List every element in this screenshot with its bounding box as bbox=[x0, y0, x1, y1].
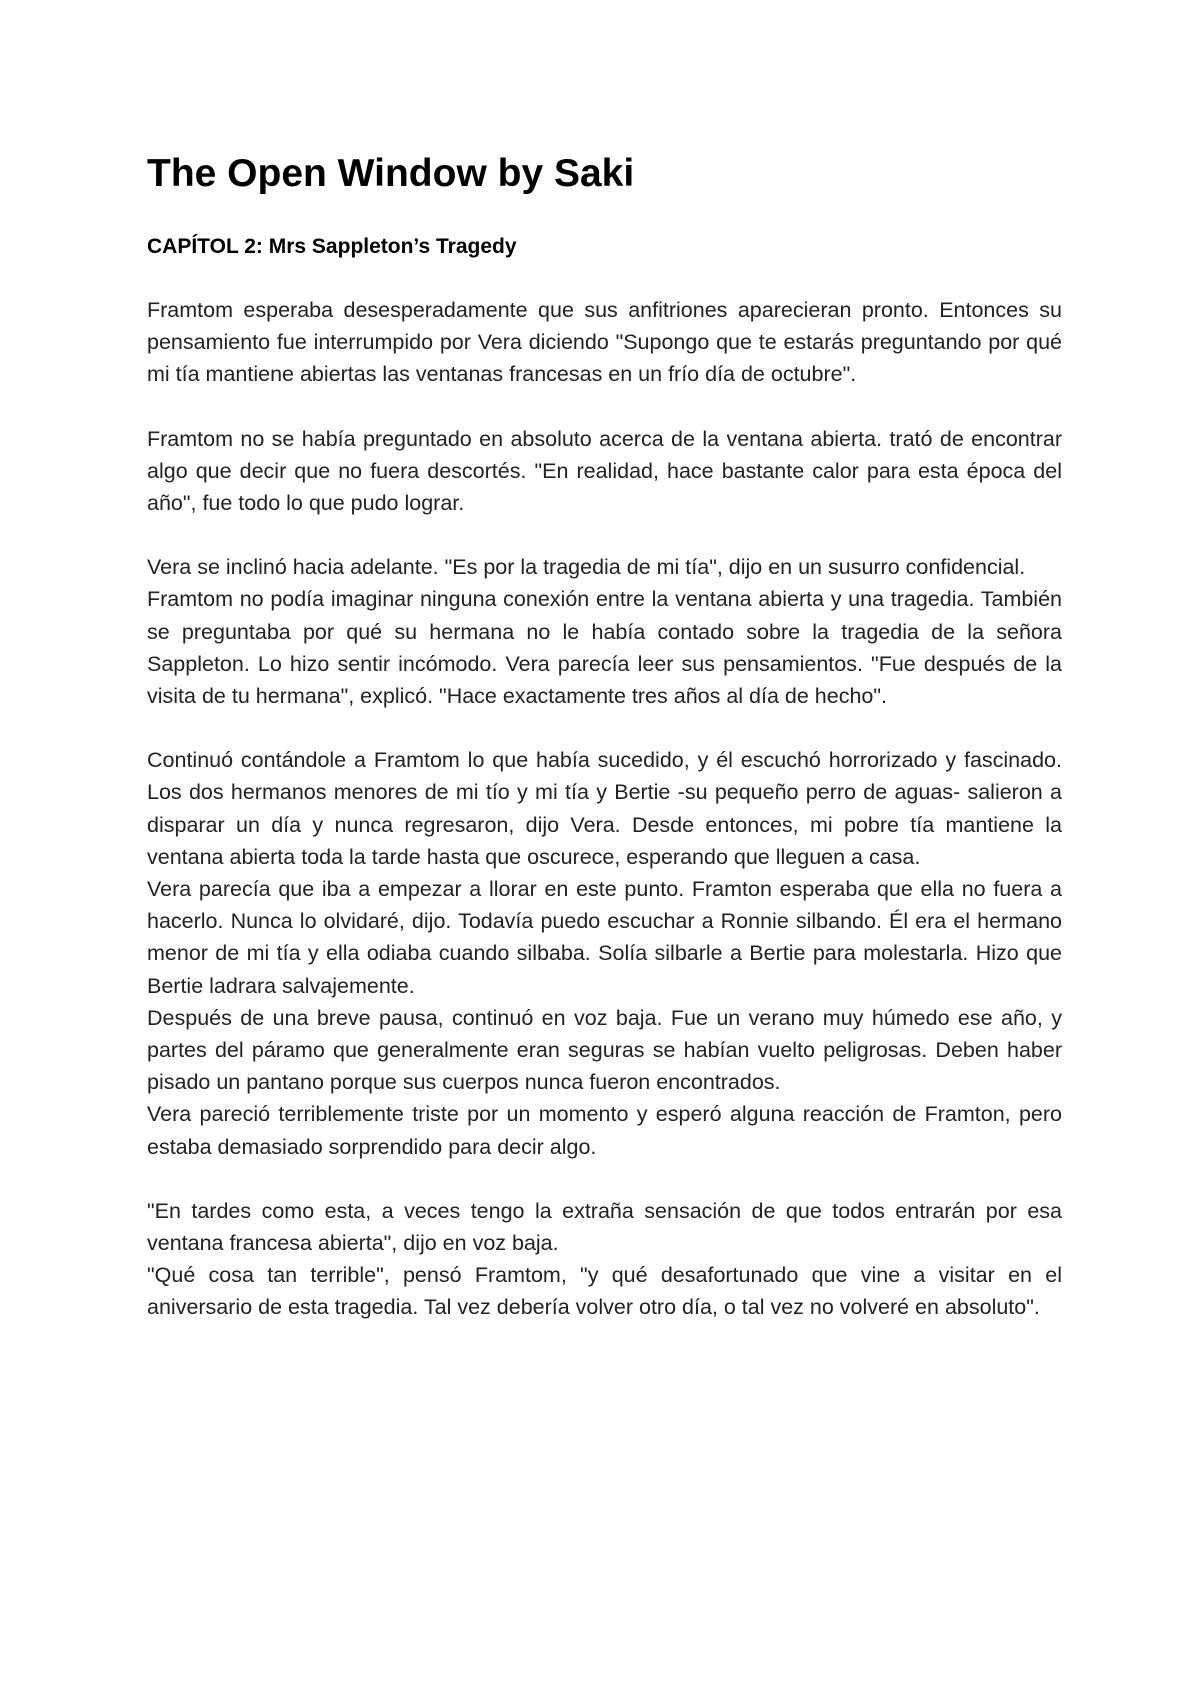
paragraph: Framtom no podía imaginar ninguna conexión entre la ventana abierta y una tragedia. También se preguntaba por qué su hermana no le había contado sobre la tragedia de la señora Sappleton. Lo hizo sentir incómodo. Vera parecía leer sus pensamientos. "Fue después de la visita de tu hermana", explicó. "Hace exactamente tres años al día de hecho". bbox=[147, 587, 1062, 709]
paragraph: Continuó contándole a Framtom lo que había sucedido, y él escuchó horrorizado y fascinado. Los dos hermanos menores de mi tío y mi tía y Bertie -su pequeño perro de aguas- salieron a disparar un día y nunca regresaron, dijo Vera. Desde entonces, mi pobre tía mantiene la ventana abierta toda la tarde hasta que oscurece, esperando que lleguen a casa. bbox=[147, 748, 1062, 869]
paragraph-gap bbox=[147, 1163, 1062, 1195]
paragraph: Vera se inclinó hacia adelante. "Es por la tragedia de mi tía", dijo en un susurro confidencial. bbox=[147, 555, 1026, 580]
paragraph: Después de una breve pausa, continuó en voz baja. Fue un verano muy húmedo ese año, y partes del páramo que generalmente eran seguras se habían vuelto peligrosas. Deben haber pisado un pantano porque sus cuerpos nunca fueron encontrados. bbox=[147, 1005, 1062, 1095]
paragraph-gap bbox=[147, 391, 1062, 423]
paragraph: Vera parecía que iba a empezar a llorar en este punto. Framton esperaba que ella no fuera a hacerlo. Nunca lo olvidaré, dijo. Todavía puedo escuchar a Ronnie silbando. Él era el hermano menor de mi tía y ella odiaba cuando silbaba. Solía silbarle a Bertie para molestarla. Hizo que Bertie ladrara salvajemente. bbox=[147, 877, 1062, 998]
paragraph-gap bbox=[147, 519, 1062, 551]
paragraph: "Qué cosa tan terrible", pensó Framtom, "y qué desafortunado que vine a visitar en el aniversario de esta tragedia. Tal vez debería volver otro día, o tal vez no volveré en absoluto". bbox=[147, 1263, 1062, 1320]
paragraph-gap bbox=[147, 712, 1062, 744]
paragraph: "En tardes como esta, a veces tengo la extraña sensación de que todos entrarán por esa ventana francesa abierta", dijo en voz baja. bbox=[147, 1198, 1062, 1256]
paragraph: Framtom no se había preguntado en absoluto acerca de la ventana abierta. trató de encontrar algo que decir que no fuera descortés. "En realidad, hace bastante calor para esta época del año", fue todo lo que pudo lograr. bbox=[147, 426, 1062, 516]
paragraph: Vera pareció terriblemente triste por un momento y esperó alguna reacción de Framton, pero estaba demasiado sorprendido para decir algo. bbox=[147, 1102, 1062, 1159]
document-title: The Open Window by Saki bbox=[147, 152, 635, 195]
paragraph: Framtom esperaba desesperadamente que sus anfitriones aparecieran pronto. Entonces su pensamiento fue interrumpido por Vera diciendo "Supongo que te estarás preguntando por qué mi tía mantiene abiertas las ventanas francesas en un frío día de octubre". bbox=[147, 298, 1062, 387]
chapter-heading: CAPÍTOL 2: Mrs Sappleton’s Tragedy bbox=[147, 235, 517, 258]
